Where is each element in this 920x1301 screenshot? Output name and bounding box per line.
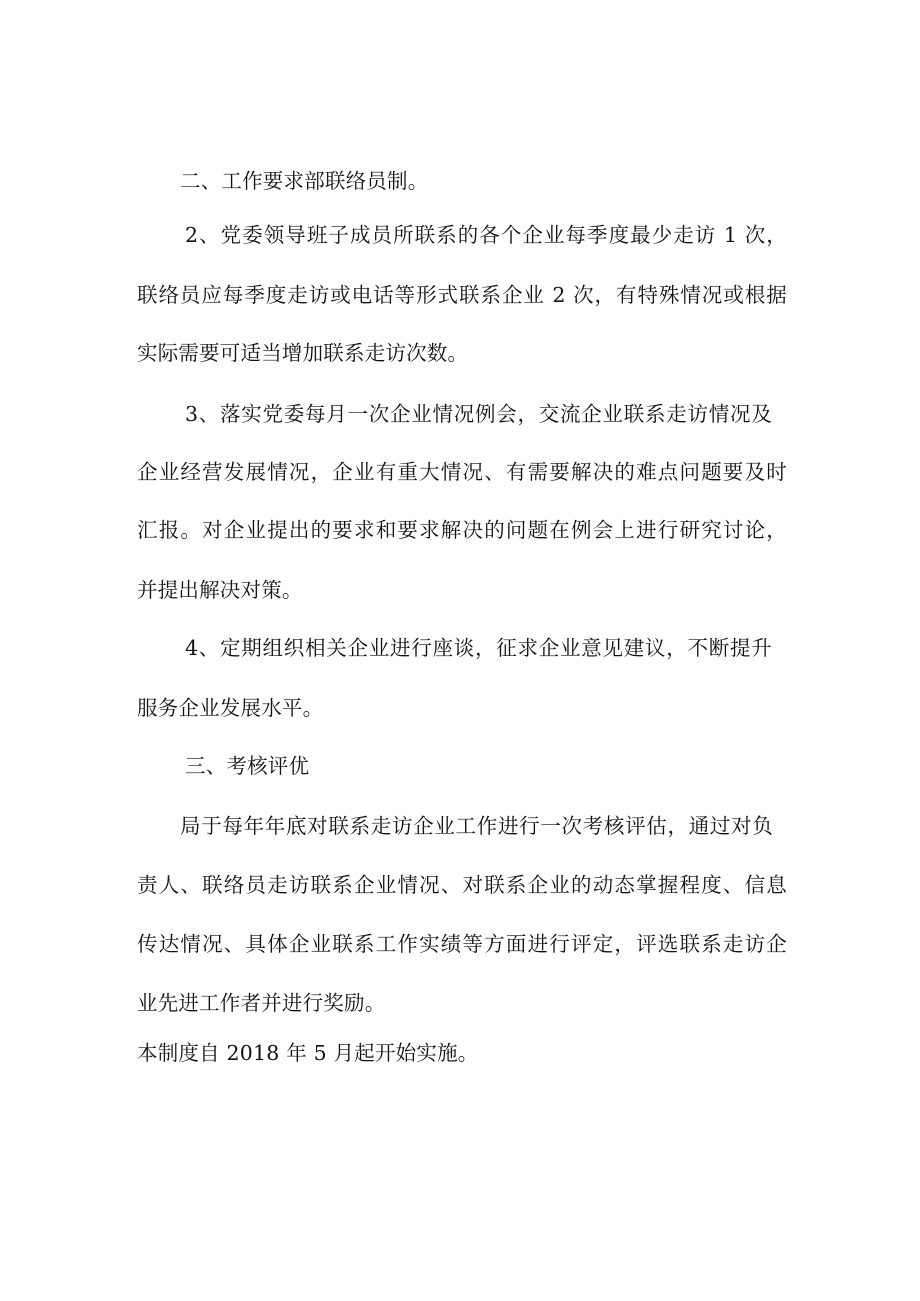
paragraph-line: 局于每年年底对联系走访企业工作进行一次考核评估，通过对负 [180, 814, 773, 838]
paragraph-line: 企业经营发展情况，企业有重大情况、有需要解决的难点问题要及时 [137, 460, 787, 484]
paragraph-line: 2、党委领导班子成员所联系的各个企业每季度最少走访 1 次， [185, 223, 787, 247]
paragraph-line: 联络员应每季度走访或电话等形式联系企业 2 次，有特殊情况或根据 [137, 283, 787, 307]
paragraph-line: 并提出解决对策。 [137, 578, 303, 602]
paragraph-line: 传达情况、具体企业联系工作实绩等方面进行评定，评选联系走访企 [137, 932, 787, 956]
section-heading-work-requirements: 二、工作要求部联络员制。 [180, 169, 429, 193]
paragraph-line: 汇报。对企业提出的要求和要求解决的问题在例会上进行研究讨论， [137, 518, 787, 542]
paragraph-line: 实际需要可适当增加联系走访次数。 [137, 341, 469, 365]
paragraph-line: 4、定期组织相关企业进行座谈，征求企业意见建议，不断提升 [185, 636, 772, 660]
section-heading-assessment: 三、考核评优 [185, 754, 310, 778]
paragraph-line: 服务企业发展水平。 [137, 696, 324, 720]
paragraph-line: 责人、联络员走访联系企业情况、对联系企业的动态掌握程度、信息 [137, 873, 787, 897]
paragraph-line: 3、落实党委每月一次企业情况例会，交流企业联系走访情况及 [185, 402, 772, 426]
paragraph-line: 业先进工作者并进行奖励。 [137, 991, 386, 1015]
effective-date-line: 本制度自 2018 年 5 月起开始实施。 [137, 1041, 479, 1065]
